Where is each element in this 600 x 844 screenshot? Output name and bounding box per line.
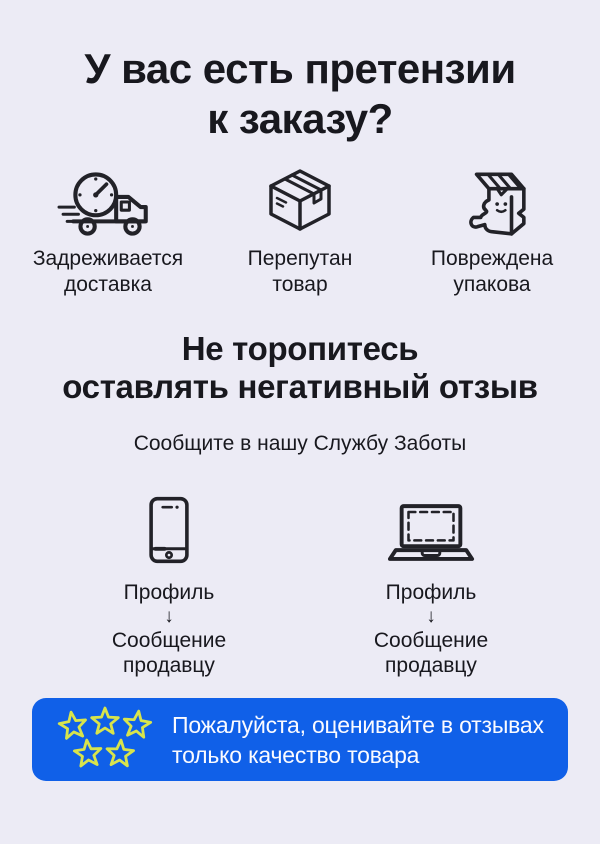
issue-caption-line1: Задреживается — [32, 247, 184, 270]
issue-delivery-delay — [12, 166, 204, 298]
issues-row — [0, 166, 600, 298]
issue-caption-line2: упакова — [453, 273, 531, 296]
advice-heading — [0, 330, 600, 406]
channels-row — [0, 496, 600, 678]
step-message-line2: продавцу — [385, 654, 477, 677]
channel-steps — [374, 580, 488, 678]
issue-damaged-packaging — [396, 166, 588, 298]
five-stars-icon — [56, 705, 156, 774]
damaged-box-icon — [454, 166, 530, 238]
smartphone-icon — [148, 496, 190, 564]
issue-caption-line1: Перепутан — [247, 247, 353, 270]
issue-caption-line1: Повреждена — [430, 247, 554, 270]
laptop-icon — [386, 496, 476, 564]
advice-heading-line1: Не торопитесь — [181, 330, 419, 367]
step-message-line1: Сообщение — [373, 629, 489, 652]
step-message-line2: продавцу — [123, 654, 215, 677]
page-title — [0, 44, 600, 144]
step-profile: Профиль — [385, 581, 477, 604]
step-profile: Профиль — [123, 581, 215, 604]
banner-text-line2: только качество товара — [172, 741, 420, 768]
delivery-truck-clock-icon — [57, 166, 159, 238]
page-title-line2: к заказу? — [207, 95, 393, 142]
issue-caption — [431, 246, 553, 298]
issue-caption — [248, 246, 353, 298]
channel-steps — [112, 580, 226, 678]
step-message-line1: Сообщение — [111, 629, 227, 652]
banner-text — [172, 710, 544, 770]
down-arrow-icon: ↓ — [426, 606, 436, 627]
issue-caption-line2: товар — [272, 273, 328, 296]
issue-mixed-up-item — [204, 166, 396, 298]
parcel-box-icon — [265, 166, 335, 238]
issue-caption-line2: доставка — [64, 273, 152, 296]
advice-heading-line2: оставлять негативный отзыв — [62, 368, 538, 405]
channel-mobile-app — [84, 496, 254, 678]
rating-request-banner — [32, 698, 568, 781]
channel-desktop-site — [346, 496, 516, 678]
advice-subtext: Сообщите в нашу Службу Заботы — [133, 432, 467, 455]
banner-text-line1: Пожалуйста, оценивайте в отзывах — [172, 711, 544, 738]
page-title-line1: У вас есть претензии — [84, 45, 516, 92]
issue-caption — [33, 246, 183, 298]
down-arrow-icon: ↓ — [164, 606, 174, 627]
